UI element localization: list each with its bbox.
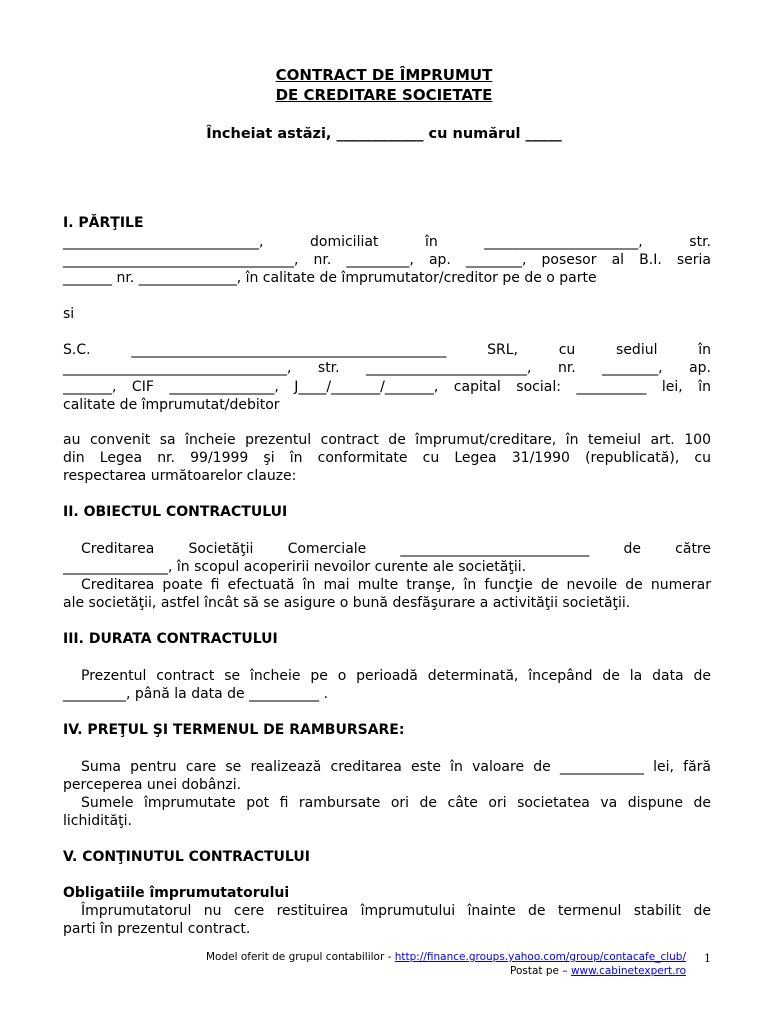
footer-link-group[interactable]: http://finance.groups.yahoo.com/group/contacafe_club/ [394,951,686,963]
pret-line: perceperea unei dobânzi. [63,777,242,793]
parti-line: calitate de împrumutat/debitor [63,397,280,413]
parti-line: _________________________________, nr. _________, ap. ________, posesor al B.I. seria [63,252,711,268]
footer-line-2 [510,965,686,978]
contract-title-line2: DE CREDITARE SOCIETATE [275,86,493,104]
section-heading-obiect: II. OBIECTUL CONTRACTULUI [63,504,288,520]
section-heading-pret: IV. PREŢUL ŞI TERMENUL DE RAMBURSARE: [63,722,405,738]
parti-line: _______, CIF _______________, J____/_______/_______, capital social: __________ lei, în [63,379,711,395]
parti-line: si [63,306,75,322]
continut-subheading: Obligatiile împrumutatorului [63,885,290,901]
parti-line: S.C. _____________________________________________ SRL, cu sediul în [63,342,711,358]
durata-line: Prezentul contract se încheie pe o perioadă determinată, începând de la data de [81,668,711,684]
obiect-line: ale societăţii, astfel încât să se asigure o bună desfăşurare a activităţii societăţii. [63,595,631,611]
obiect-line: Creditarea poate fi efectuată în mai multe tranşe, în funcţie de nevoile de numerar [81,577,711,593]
footer-prefix-2: Postat pe – [510,965,571,977]
obiect-line: Creditarea Societăţii Comerciale ___________________________ de către [81,541,711,557]
durata-line: _________, până la data de __________ . [63,686,329,702]
parti-line: respectarea următoarelor clauze: [63,468,297,484]
pret-line: Suma pentru care se realizează creditarea este în valoare de ____________ lei, fără [81,759,711,775]
contract-title-line1: CONTRACT DE ÎMPRUMUT [275,66,493,84]
section-heading-durata: III. DURATA CONTRACTULUI [63,631,278,647]
continut-line: Împrumutatorul nu cere restituirea împrumutului înainte de termenul stabilit de [81,903,711,919]
footer-prefix: Model oferit de grupul contabililor - [205,951,395,963]
footer-link-site[interactable]: www.cabinetexpert.ro [570,965,686,977]
parti-line: au convenit sa încheie prezentul contract de împrumut/creditare, în temeiul art. 100 [63,432,711,448]
parti-line: _______ nr. ______________, în calitate de împrumutator/creditor pe de o parte [63,270,597,286]
pret-line: Sumele împrumutate pot fi rambursate ori de câte ori societatea va dispune de [81,795,711,811]
footer-line-1 [206,951,686,964]
parti-line: din Legea nr. 99/1999 şi în conformitate cu Legea 31/1990 (republicată), cu [63,450,711,466]
contract-subtitle: Încheiat astăzi, ____________ cu numărul _____ [206,126,562,142]
parti-line: ________________________________, str. _______________________, nr. ________, ap. [63,360,711,376]
parti-line: ____________________________, domiciliat în ______________________, str. [63,234,711,250]
continut-line: parti în prezentul contract. [63,921,251,937]
page-number: 1 [704,952,711,965]
section-heading-parti: I. PĂRŢILE [63,215,144,231]
section-heading-continut: V. CONŢINUTUL CONTRACTULUI [63,849,310,865]
pret-line: lichidităţi. [63,813,132,829]
obiect-line: _______________, în scopul acoperirii nevoilor curente ale societăţii. [63,559,527,575]
